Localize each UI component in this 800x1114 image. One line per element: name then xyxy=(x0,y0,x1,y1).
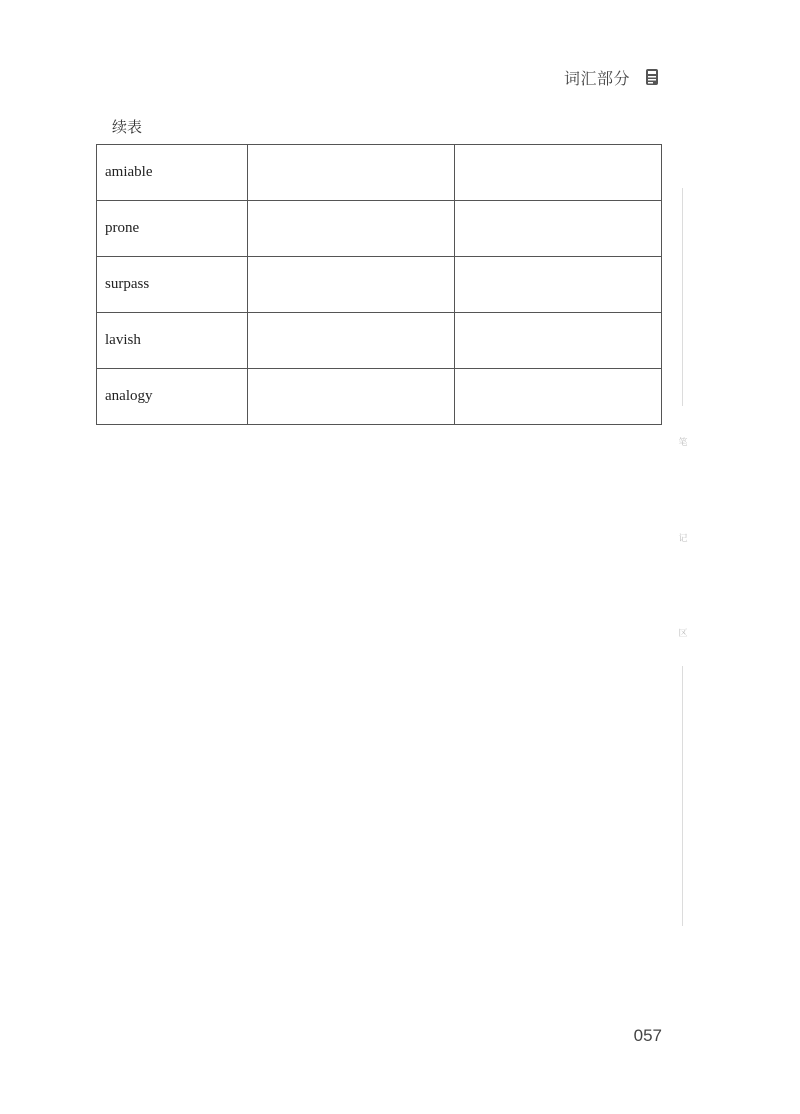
notes-label-char: 区 xyxy=(678,629,688,639)
table-row xyxy=(97,145,662,201)
word-cell: amiable xyxy=(97,145,248,201)
notebook-icon xyxy=(645,68,659,86)
word-cell: prone xyxy=(97,201,248,257)
blank-cell xyxy=(455,369,662,425)
blank-cell xyxy=(455,201,662,257)
word-cell: lavish xyxy=(97,313,248,369)
blank-cell xyxy=(455,145,662,201)
blank-cell xyxy=(455,257,662,313)
blank-cell xyxy=(248,145,455,201)
blank-cell xyxy=(248,257,455,313)
blank-cell xyxy=(248,313,455,369)
blank-cell xyxy=(248,201,455,257)
blank-cell xyxy=(455,313,662,369)
word-cell: surpass xyxy=(97,257,248,313)
blank-cell xyxy=(248,369,455,425)
notes-label-char: 笔 xyxy=(678,438,688,448)
notes-divider-bottom xyxy=(682,666,683,926)
vocabulary-table xyxy=(96,144,662,425)
page-number: 057 xyxy=(633,1026,662,1045)
table-row xyxy=(97,313,662,369)
table-caption: 续表 xyxy=(112,118,143,136)
table-row xyxy=(97,257,662,313)
section-title: 词汇部分 xyxy=(563,69,630,88)
table-row xyxy=(97,201,662,257)
word-cell: analogy xyxy=(97,369,248,425)
notes-divider-top xyxy=(682,188,683,406)
notes-label-char: 记 xyxy=(678,534,688,544)
table-row xyxy=(97,369,662,425)
